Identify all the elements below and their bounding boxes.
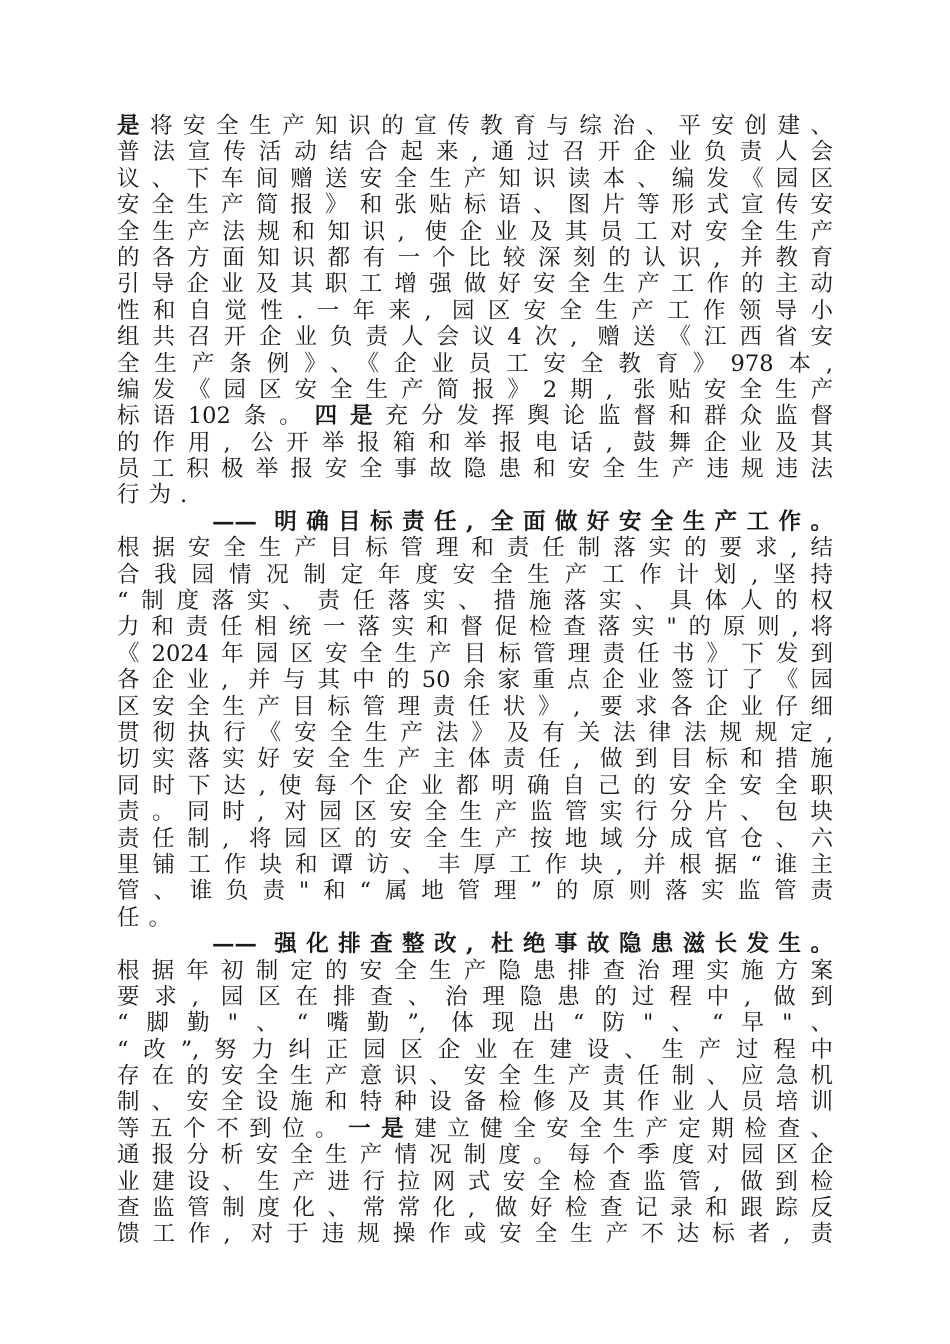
text-line — [117, 1089, 833, 1115]
text-line — [117, 1169, 833, 1195]
text-line — [117, 166, 833, 192]
body-text: 编发《园区安全生产简报》2期, 张贴安全生产 — [117, 376, 833, 403]
text-line — [117, 113, 833, 139]
body-text: “制度落实、责任落实、措施落实、具体人的权 — [117, 588, 833, 615]
text-line — [117, 1063, 833, 1089]
text-line — [117, 694, 833, 720]
body-text: “脚勤"、“嘴勤”, 体现出“防"、“早"、 — [117, 1010, 833, 1037]
body-text: 建立健全安全生产定期检查、 — [414, 1115, 833, 1142]
text-line — [117, 958, 833, 984]
text-line — [117, 773, 833, 799]
text-line — [117, 614, 833, 640]
body-text: 将安全生产知识的宣传教育与综治、平安创建、 — [150, 113, 833, 139]
body-text: 管、谁负责"和“属地管理”的原则落实监管责 — [117, 878, 833, 905]
text-line — [117, 1195, 833, 1221]
text-line — [117, 324, 833, 350]
body-text: 根据安全生产目标管理和责任制落实的要求,结 — [117, 535, 833, 562]
bold-text: 一是 — [348, 1115, 415, 1142]
text-line — [117, 219, 833, 245]
body-text: 制、安全设施和特种设备检修及其作业人员培训 — [117, 1089, 833, 1116]
text-line — [117, 298, 833, 324]
text-line — [117, 245, 833, 271]
body-text: 的作用, 公开举报箱和举报电话, 鼓舞企业及其 — [117, 429, 833, 456]
text-line — [117, 905, 833, 931]
body-text: 安全生产简报》和张贴标语、图片等形式宣传安 — [117, 192, 833, 219]
body-text: 引导企业及其职工增强做好安全生产工作的主动 — [117, 271, 833, 298]
body-text: 力和责任相统一落实和督促检查落实"的原则,将 — [117, 614, 833, 641]
bold-text: —— 明确目标责任, 全面做好安全生产工作。 — [212, 508, 833, 535]
text-line — [117, 588, 833, 614]
body-text: 全生产法规和知识, 使企业及其员工对安全生产 — [117, 218, 833, 245]
document-page — [117, 113, 833, 1248]
bold-text: 是 — [117, 113, 151, 139]
text-line — [117, 1116, 833, 1142]
text-line — [117, 456, 833, 482]
body-text: 查监管制度化、常常化, 做好检查记录和跟踪反 — [117, 1195, 833, 1222]
bold-text: —— 强化排查整改, 杜绝事故隐患滋长发生。 — [212, 931, 833, 958]
section-heading — [117, 509, 833, 535]
text-line — [117, 403, 833, 429]
body-text: 行为. — [117, 482, 197, 509]
text-line — [117, 562, 833, 588]
text-line — [117, 878, 833, 904]
bold-text: 四是 — [314, 403, 386, 430]
text-line — [117, 139, 833, 165]
body-text: 存在的安全生产意识、安全生产责任制、应急机 — [117, 1063, 833, 1090]
body-text: 责任制, 将园区的安全生产按地域分成官仓、六 — [117, 825, 833, 852]
text-line — [117, 746, 833, 772]
text-line — [117, 984, 833, 1010]
body-text: 同时下达,使每个企业都明确自己的安全安全职 — [117, 772, 833, 799]
text-line — [117, 1142, 833, 1168]
text-line — [117, 535, 833, 561]
body-text: 性和自觉性.一年来, 园区安全生产工作领导小 — [117, 297, 833, 324]
body-text: 根据年初制定的安全生产隐患排查治理实施方案 — [117, 957, 833, 984]
body-text: 合我园情况制定年度安全生产工作计划,坚持 — [117, 561, 833, 588]
text-line — [117, 852, 833, 878]
text-line — [117, 667, 833, 693]
body-text: 充分发挥舆论监督和群众监督 — [385, 403, 833, 430]
text-line — [117, 482, 833, 508]
body-text: 普法宣传活动结合起来,通过召开企业负责人会 — [117, 139, 833, 166]
text-line — [117, 826, 833, 852]
body-text: 的各方面知识都有一个比较深刻的认识, 并教育 — [117, 244, 833, 271]
text-line — [117, 1037, 833, 1063]
text-line — [117, 799, 833, 825]
body-text: 员工积极举报安全事故隐患和安全生产违规违法 — [117, 456, 833, 483]
body-text: 馈工作, 对于违规操作或安全生产不达标者, 责 — [117, 1221, 833, 1248]
text-line — [117, 271, 833, 297]
body-text: 标语102条。 — [117, 403, 315, 430]
text-line — [117, 351, 833, 377]
body-text: 里铺工作块和谭访、丰厚工作块, 并根据“谁主 — [117, 851, 833, 878]
text-line — [117, 430, 833, 456]
body-text: 全生产条例》、《企业员工安全教育》978本, — [117, 350, 833, 377]
body-text: 区安全生产目标管理责任状》, 要求各企业仔细 — [117, 693, 833, 720]
body-text: 要求, 园区在排查、治理隐患的过程中, 做到 — [117, 983, 833, 1010]
body-text: 切实落实好安全生产主体责任, 做到目标和措施 — [117, 746, 833, 773]
text-line — [117, 1221, 833, 1247]
body-text: 贯彻执行《安全生产法》及有关法律法规规定, — [117, 719, 833, 746]
body-text: 组共召开企业负责人会议4次, 赠送《江西省安 — [117, 324, 833, 351]
body-text: 通报分析安全生产情况制度。每个季度对园区企 — [117, 1142, 833, 1169]
text-line — [117, 720, 833, 746]
body-text: 责。同时, 对园区安全生产监管实行分片、包块 — [117, 799, 833, 826]
body-text: 业建设、生产进行拉网式安全检查监管, 做到检 — [117, 1168, 833, 1195]
text-line — [117, 641, 833, 667]
body-text: 议、下车间赠送安全生产知识读本、编发《园区 — [117, 165, 833, 192]
body-text: 等五个不到位。 — [117, 1115, 349, 1142]
section-heading — [117, 931, 833, 957]
body-text: “改”,努力纠正园区企业在建设、生产过程中 — [117, 1036, 833, 1063]
text-line — [117, 1010, 833, 1036]
text-line — [117, 377, 833, 403]
text-line — [117, 192, 833, 218]
body-text: 任。 — [117, 904, 181, 931]
body-text: 《2024年园区安全生产目标管理责任书》下发到 — [117, 640, 833, 667]
body-text: 各企业, 并与其中的50余家重点企业签订了《园 — [117, 667, 833, 694]
